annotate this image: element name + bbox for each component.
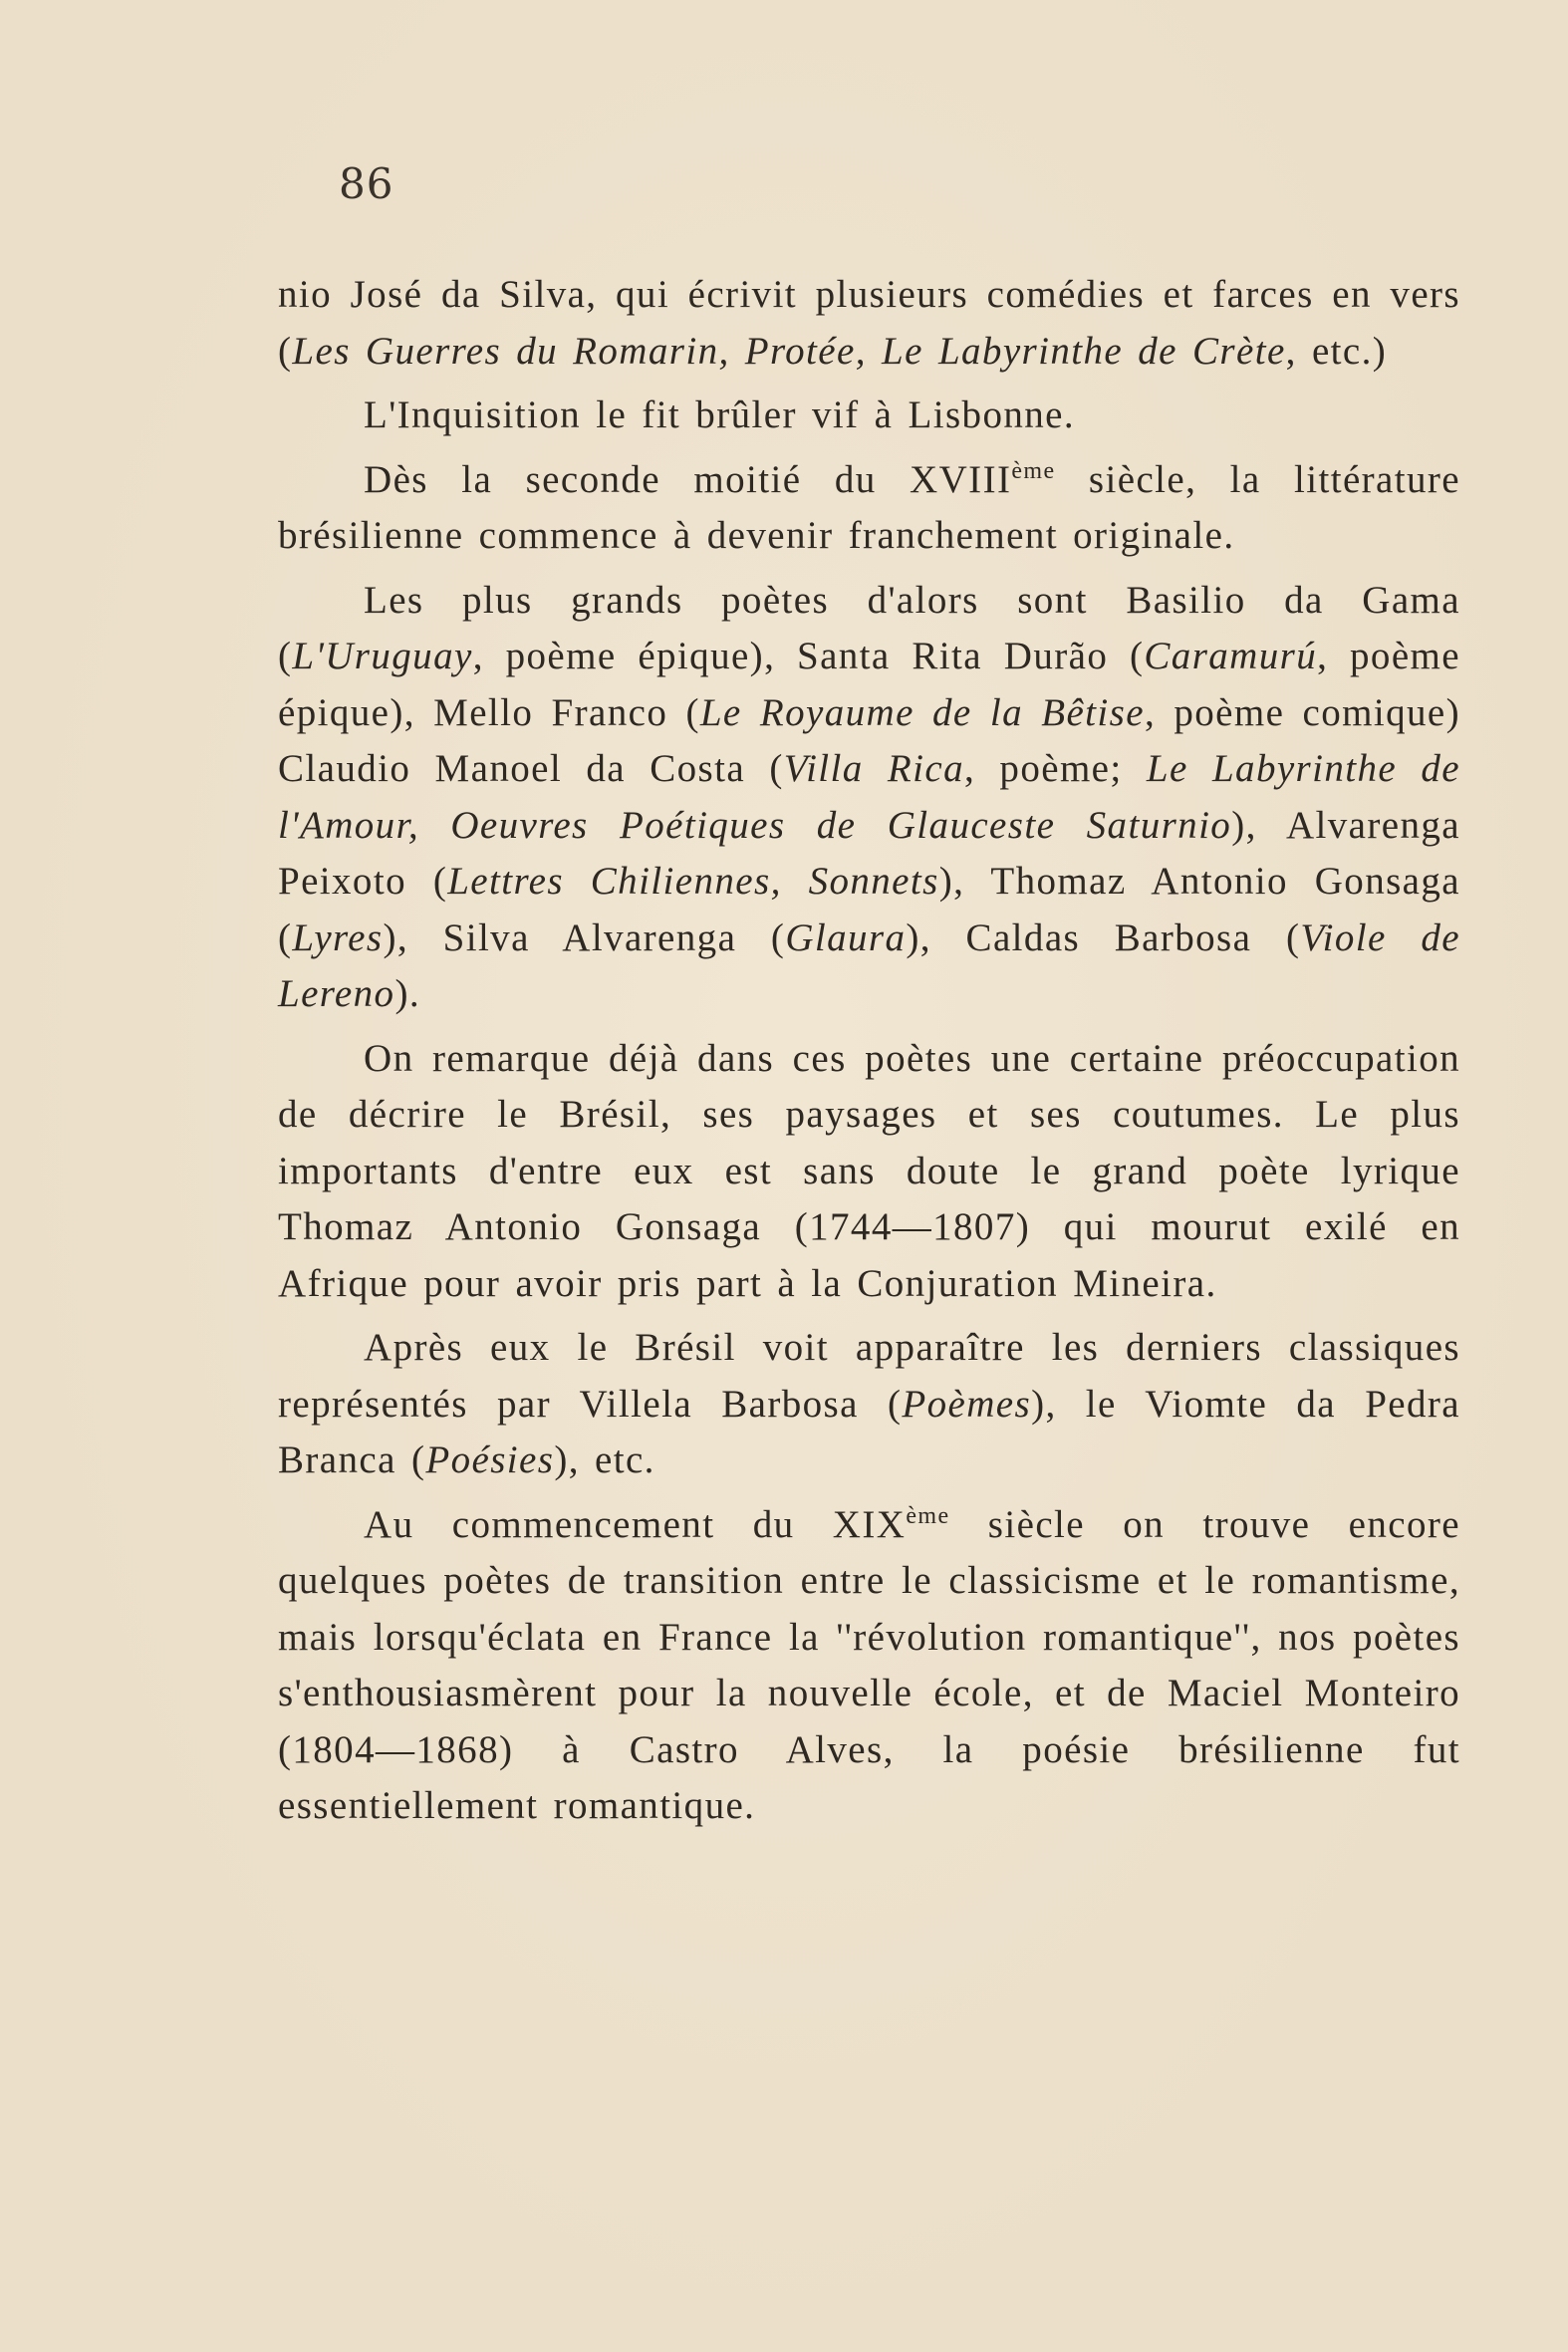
p7-text-b: siècle on trouve encore quelques poètes de transition entre le classicisme et le romantisme, mais lorsqu'éclata en France la ''révolution romantique'', nos poètes s'enthousiasmèrent pour la nouvelle école, et de Maciel Monteiro (1804—1868) à Castro Alves, la poésie brésilienne fut essentiellement romantique. (278, 1502, 1460, 1827)
paragraph-3 (278, 452, 1460, 565)
p4-text-4: , poème comique) Claudio Manoel da Costa ( (278, 690, 1460, 790)
p4-title-7: Lyres (292, 915, 384, 959)
paragraph-2: L'Inquisition le fit brûler vif à Lisbonne. (364, 393, 1076, 436)
paragraph-1 (278, 267, 1460, 380)
p1-titles: Les Guerres du Romarin, Protée, Le Labyrinthe de Crète (292, 329, 1286, 373)
p4-title-9: Viole de Lereno (278, 915, 1460, 1015)
p4-text-3: , poème épique), Mello Franco ( (278, 635, 1460, 734)
p6-text-2: ), le Viomte da Pedra Branca ( (278, 1382, 1460, 1481)
p4-title-4: Villa Rica (783, 747, 965, 790)
paragraph-6 (278, 1320, 1460, 1489)
p4-title-5: Le Labyrinthe de l'Amour, Oeuvres Poétiques de Glauceste Saturnio (278, 747, 1460, 847)
p4-title-6: Lettres Chiliennes, Sonnets (447, 860, 939, 903)
p7-text-a: Au commencement du XIX (364, 1502, 907, 1546)
p4-title-2: Caramurú (1144, 635, 1318, 677)
p4-title-8: Glaura (785, 915, 907, 959)
p4-text-5: , poème; (964, 747, 1147, 790)
p4-title-3: Le Royaume de la Bêtise (699, 690, 1145, 734)
p3-text-b: siècle, la littérature brésilienne commence à devenir franchement originale. (278, 457, 1460, 557)
p6-title-1: Poèmes (902, 1382, 1032, 1426)
p4-text-7: ), Thomaz Antonio Gonsaga ( (278, 860, 1461, 959)
p4-text-1: Les plus grands poètes d'alors sont Basilio da Gama ( (278, 578, 1460, 677)
p3-text-a: Dès la seconde moitié du XVIII (364, 457, 1012, 501)
page-number: 86 (339, 159, 394, 208)
p4-title-1: L'Uruguay (292, 635, 473, 677)
body-text (278, 267, 1460, 1835)
p3-superscript: ème (1011, 457, 1056, 484)
p4-text-10: ). (394, 972, 420, 1015)
p4-text-6: ), Alvarenga Peixoto ( (278, 803, 1460, 903)
p1-text-a: nio José da Silva, qui écrivit plusieurs comédies et farces en vers ( (278, 273, 1460, 373)
p6-text-3: ), etc. (554, 1438, 655, 1481)
p4-text-2: , poème épique), Santa Rita Durão ( (472, 635, 1145, 677)
p1-text-c: , etc.) (1285, 329, 1388, 373)
p6-text-1: Après eux le Brésil voit apparaître les derniers classiques représentés par Villela Barbosa ( (278, 1326, 1460, 1426)
p7-superscript: ème (906, 1502, 950, 1529)
paragraph-5: On remarque déjà dans ces poètes une certaine préoccupation de décrire le Brésil, ses paysages et ses coutumes. Le plus importants d'entre eux est sans doute le grand poète lyrique Thomaz Antonio Gonsaga (1744—1807) qui mourut exilé en Afrique pour avoir pris part à la Conjuration Mineira. (278, 1036, 1460, 1305)
p4-text-8: ), Silva Alvarenga ( (383, 915, 786, 959)
paragraph-7 (278, 1497, 1460, 1835)
p6-title-2: Poésies (425, 1438, 555, 1481)
paragraph-4 (278, 573, 1460, 1023)
p4-text-9: ), Caldas Barbosa ( (906, 915, 1301, 959)
